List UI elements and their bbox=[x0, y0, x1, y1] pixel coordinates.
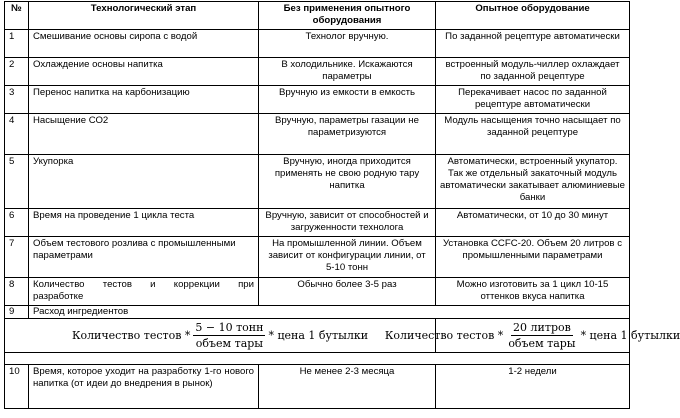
row-with: Автоматически, встроенный укупатор. Так же отдельный закаточный модуль автоматически закатывает алюминиевые банки bbox=[436, 155, 630, 209]
row-number: 6 bbox=[5, 209, 29, 237]
row-with: Модуль насыщения точно насыщает по заданной рецептуре bbox=[436, 114, 630, 155]
row-number: 2 bbox=[5, 58, 29, 86]
row-number: 7 bbox=[5, 237, 29, 278]
row-with: Перекачивает насос по заданной рецептуре автоматически bbox=[436, 86, 630, 114]
comparison-table bbox=[4, 1, 680, 409]
table-row bbox=[5, 237, 630, 278]
formula-lead: Количество тестов * bbox=[384, 328, 504, 342]
row-without: Обычно более 3-5 раз bbox=[259, 278, 436, 306]
stage-word: коррекции bbox=[173, 279, 220, 290]
header-row bbox=[5, 2, 630, 30]
row-number: 8 bbox=[5, 278, 29, 306]
row-without: В холодильнике. Искажаются параметры bbox=[259, 58, 436, 86]
formula-numerator: 5 − 10 тонн bbox=[195, 321, 264, 334]
table-row bbox=[5, 306, 630, 319]
header-stage: Технологический этап bbox=[29, 2, 259, 30]
formula-without-cell bbox=[5, 319, 436, 353]
formula-with-cell bbox=[384, 319, 680, 353]
row-with: Можно изготовить за 1 цикл 10-15 оттенков вкуса напитка bbox=[436, 278, 630, 306]
formula-with bbox=[384, 321, 680, 350]
row-stage: Перенос напитка на карбонизацию bbox=[29, 86, 259, 114]
formula-fraction bbox=[506, 321, 577, 350]
formula-without bbox=[7, 321, 433, 350]
stage-word: тестов bbox=[102, 279, 132, 290]
row-without: Технолог вручную. bbox=[259, 30, 436, 58]
row-number: 10 bbox=[5, 365, 29, 409]
formula-tail: * цена 1 бутылки bbox=[580, 328, 680, 342]
row-number: 3 bbox=[5, 86, 29, 114]
row-stage-line2: разработке bbox=[33, 291, 84, 302]
header-number: № bbox=[5, 2, 29, 30]
formula-numerator: 20 литров bbox=[513, 321, 571, 334]
row-stage: Время, которое уходит на разработку 1-го нового напитка (от идеи до внедрения в рынок) bbox=[29, 365, 259, 409]
row-without: Вручную, иногда приходится применять не свою родную тару напитка bbox=[259, 155, 436, 209]
table-row bbox=[5, 58, 630, 86]
formula-lead: Количество тестов * bbox=[71, 328, 191, 342]
formula-denominator: объем тары bbox=[195, 337, 264, 350]
row-without: На промышленной линии. Объем зависит от конфигурации линии, от 5-10 тонн bbox=[259, 237, 436, 278]
row-stage: Укупорка bbox=[29, 155, 259, 209]
formula-tail: * цена 1 бутылки bbox=[268, 328, 369, 342]
row-number: 9 bbox=[5, 306, 29, 319]
spacer-row bbox=[5, 353, 630, 365]
row-stage: Смешивание основы сиропа с водой bbox=[29, 30, 259, 58]
row-without: Не менее 2-3 месяца bbox=[259, 365, 436, 409]
row-number: 4 bbox=[5, 114, 29, 155]
row-stage: Объем тестового розлива с промышленными параметрами bbox=[29, 237, 259, 278]
row-without: Вручную, параметры газации не параметризуются bbox=[259, 114, 436, 155]
row-without: Вручную, зависит от способностей и загруженности технолога bbox=[259, 209, 436, 237]
header-without-equipment: Без применения опытного оборудования bbox=[259, 2, 436, 30]
row-stage: Расход ингредиентов bbox=[29, 306, 630, 319]
row-stage-line1 bbox=[33, 279, 254, 291]
formula-row bbox=[5, 319, 630, 353]
formula-denominator: объем тары bbox=[508, 337, 576, 350]
row-stage: Время на проведение 1 цикла теста bbox=[29, 209, 259, 237]
stage-word: Количество bbox=[33, 279, 85, 290]
row-with: встроенный модуль-чиллер охлаждает по заданной рецептуре bbox=[436, 58, 630, 86]
table-row bbox=[5, 155, 630, 209]
row-with: Установка CCFC-20. Объем 20 литров с промышленными параметрами bbox=[436, 237, 630, 278]
row-number: 1 bbox=[5, 30, 29, 58]
stage-word: и bbox=[150, 279, 156, 290]
spacer-cell bbox=[5, 353, 630, 365]
stage-word: при bbox=[238, 279, 254, 290]
table-row bbox=[5, 114, 630, 155]
row-with: 1-2 недели bbox=[436, 365, 630, 409]
table-row bbox=[5, 30, 630, 58]
row-without: Вручную из емкости в емкость bbox=[259, 86, 436, 114]
table-row bbox=[5, 278, 630, 306]
row-with: По заданной рецептуре автоматически bbox=[436, 30, 630, 58]
formula-fraction bbox=[193, 321, 265, 350]
table-row bbox=[5, 209, 630, 237]
row-with: Автоматически, от 10 до 30 минут bbox=[436, 209, 630, 237]
header-with-equipment: Опытное оборудование bbox=[436, 2, 630, 30]
row-stage bbox=[29, 278, 259, 306]
row-stage: Охлаждение основы напитка bbox=[29, 58, 259, 86]
table-row bbox=[5, 86, 630, 114]
row-stage: Насыщение СО2 bbox=[29, 114, 259, 155]
table-row bbox=[5, 365, 630, 409]
row-number: 5 bbox=[5, 155, 29, 209]
